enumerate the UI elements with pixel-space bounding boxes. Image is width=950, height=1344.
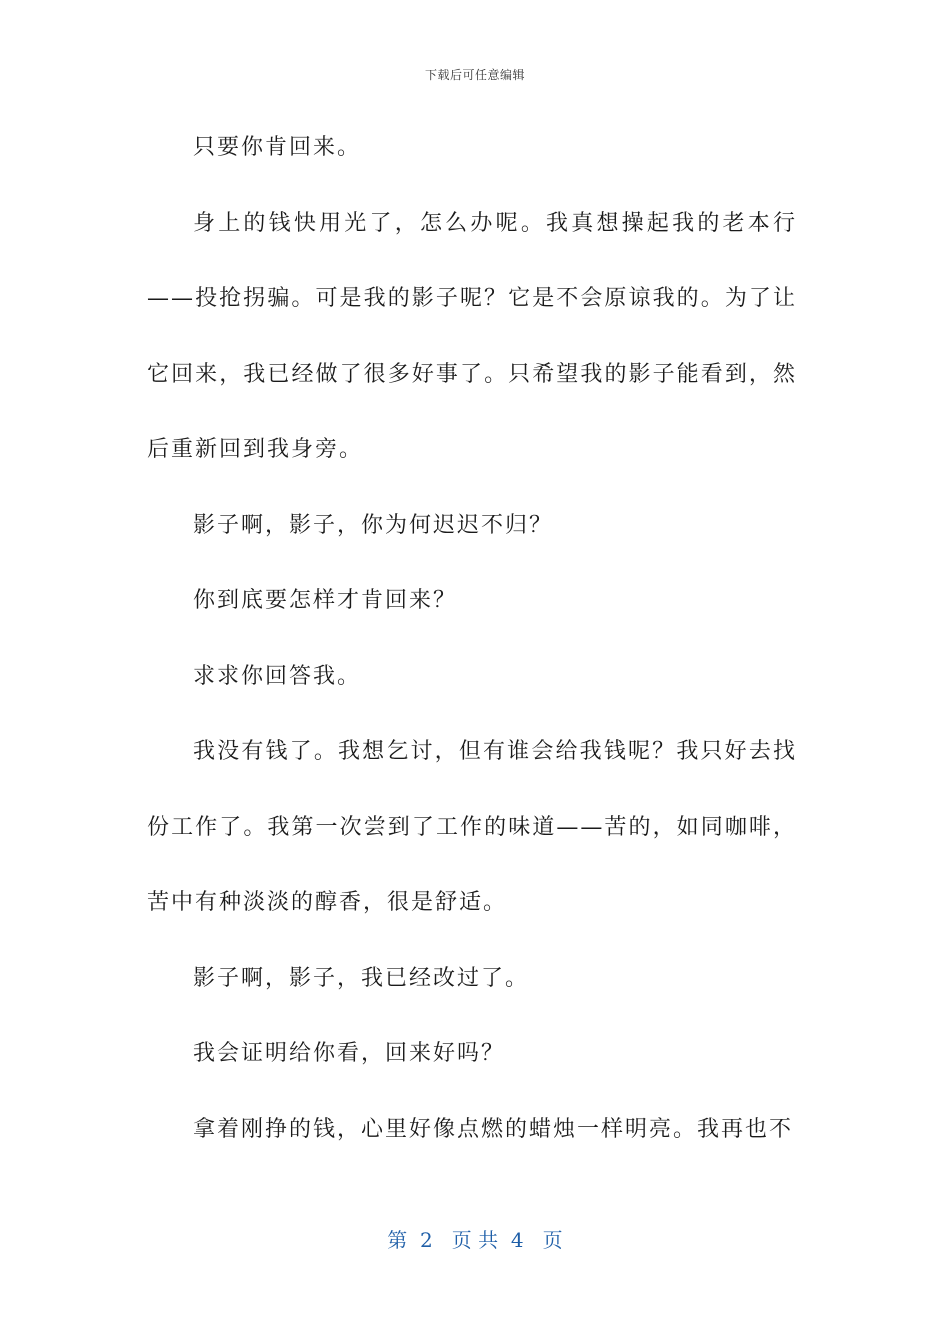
paragraph: 我没有钱了。我想乞讨，但有谁会给我钱呢？我只好去找份工作了。我第一次尝到了工作的味道——苦的，如同咖啡，苦中有种淡淡的醇香，很是舒适。 [147,739,797,915]
paragraph: 我会证明给你看，回来好吗？ [193,1041,506,1066]
page-header: 下载后可任意编辑 [424,68,525,82]
document-body [147,110,797,1167]
page-number-footer: 第 2 页 共 4 页 [387,1228,563,1252]
paragraph: 只要你肯回来。 [193,135,362,160]
paragraph: 影子啊，影子，我已经改过了。 [193,965,530,991]
paragraph: 拿着刚挣的钱，心里好像点燃的蜡烛一样明亮。我再也不 [193,1116,794,1142]
paragraph: 求求你回答我。 [193,663,362,689]
paragraph: 影子啊，影子，你为何迟迟不归？ [193,512,554,538]
paragraph: 身上的钱快用光了，怎么办呢。我真想操起我的老本行——投抢拐骗。可是我的影子呢？它是不会原谅我的。为了让它回来，我已经做了很多好事了。只希望我的影子能看到，然后重新回到我身旁。 [147,210,797,462]
paragraph: 你到底要怎样才肯回来？ [193,588,458,613]
